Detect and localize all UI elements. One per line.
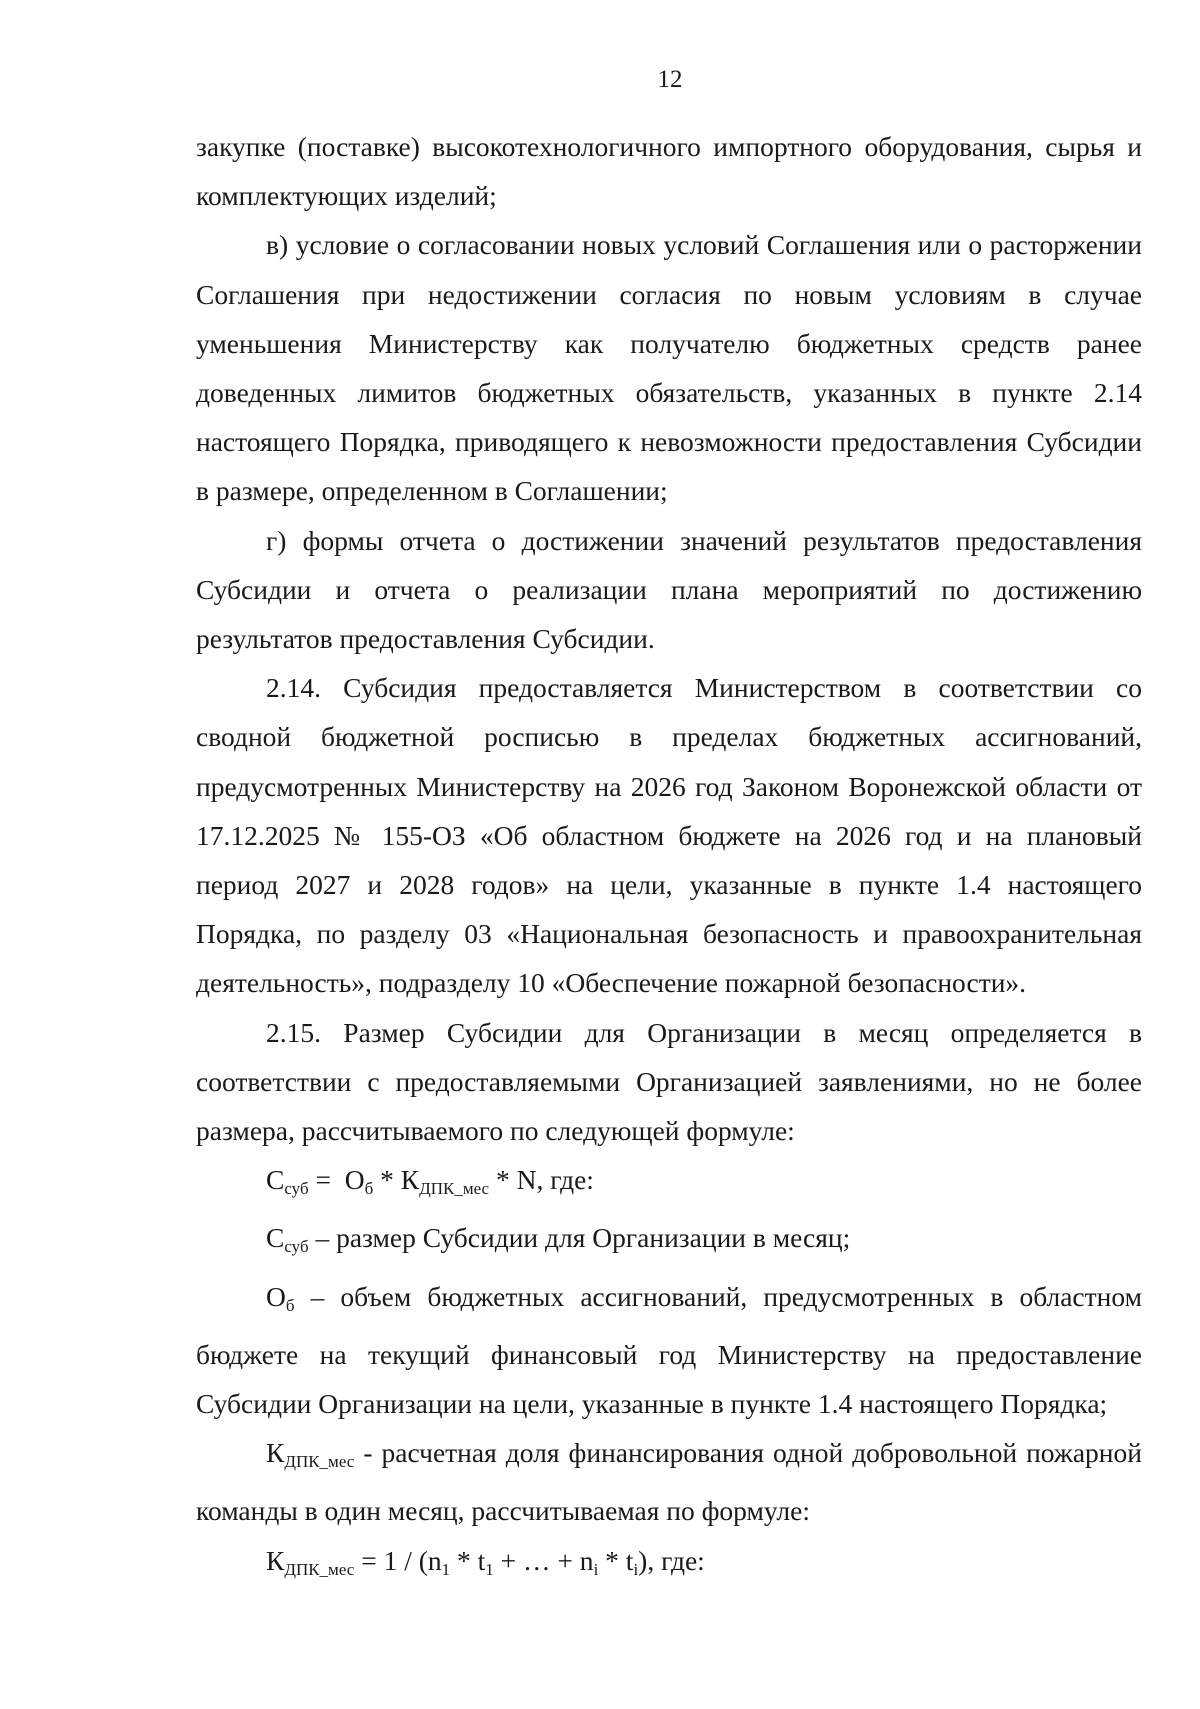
paragraph-continuation: закупке (поставке) высокотехнологичного импортного оборудования, сырья и комплектующих изделий; (196, 131, 1142, 212)
page-number: 12 (657, 66, 683, 93)
paragraph-item-v: в) условие о согласовании новых условий Соглашения или о расторжении Соглашения при недостижении согласия по новым условиям в случае уменьшения Министерству как получателю бюджетных средств ранее доведенных лимитов бюджетных обязательств, указанных в пункте 2.14 настоящего Порядка, приводящего к невозможности предоставления Субсидии в размере, определенном в Соглашении; (196, 229, 1142, 507)
definition-k-dpk: $К_{ДПК\_мес}$ - расчетная доля финансирования одной добровольной пожарной команды в один месяц, рассчитываемая по формуле: (196, 1437, 1142, 1527)
share-formula: $К_{ДПК\_мес} = 1 / (n_1 * t_1$ + … + $n_i * t_i$), где: (266, 1544, 705, 1579)
paragraph-2-15: 2.15. Размер Субсидии для Организации в месяц определяется в соответствии с предоставляемыми Организацией заявлениями, но не более размера, рассчитываемого по следующей формуле: (196, 1016, 1142, 1147)
paragraph-item-g: г) формы отчета о достижении значений результатов предоставления Субсидии и отчета о реализации плана мероприятий по достижению результатов предоставления Субсидии. (196, 524, 1142, 655)
definition-c-sub: $С_{суб}$ – размер Субсидии для Организации в месяц; (266, 1222, 851, 1257)
definition-o-b: $О_б$ – объем бюджетных ассигнований, предусмотренных в областном бюджете на текущий финансовый год Министерству на предоставление Субсидии Организации на цели, указанные в пункте 1.4 настоящего Порядка; (196, 1280, 1142, 1420)
subsidy-formula: $С_{суб} = О_б * К_{ДПК\_мес} * N$, где: (266, 1164, 594, 1199)
paragraph-2-14: 2.14. Субсидия предоставляется Министерством в соответствии со сводной бюджетной росписью в пределах бюджетных ассигнований, предусмотренных Министерству на 2026 год Законом Воронежской области от 17.12.2025 № 155-ОЗ «Об областном бюджете на 2026 год и на плановый период 2027 и 2028 годов» на цели, указанные в пункте 1.4 настоящего Порядка, по разделу 03 «Национальная безопасность и правоохранительная деятельность», подразделу 10 «Обеспечение пожарной безопасности». (196, 672, 1142, 999)
document-body (196, 122, 1142, 1594)
